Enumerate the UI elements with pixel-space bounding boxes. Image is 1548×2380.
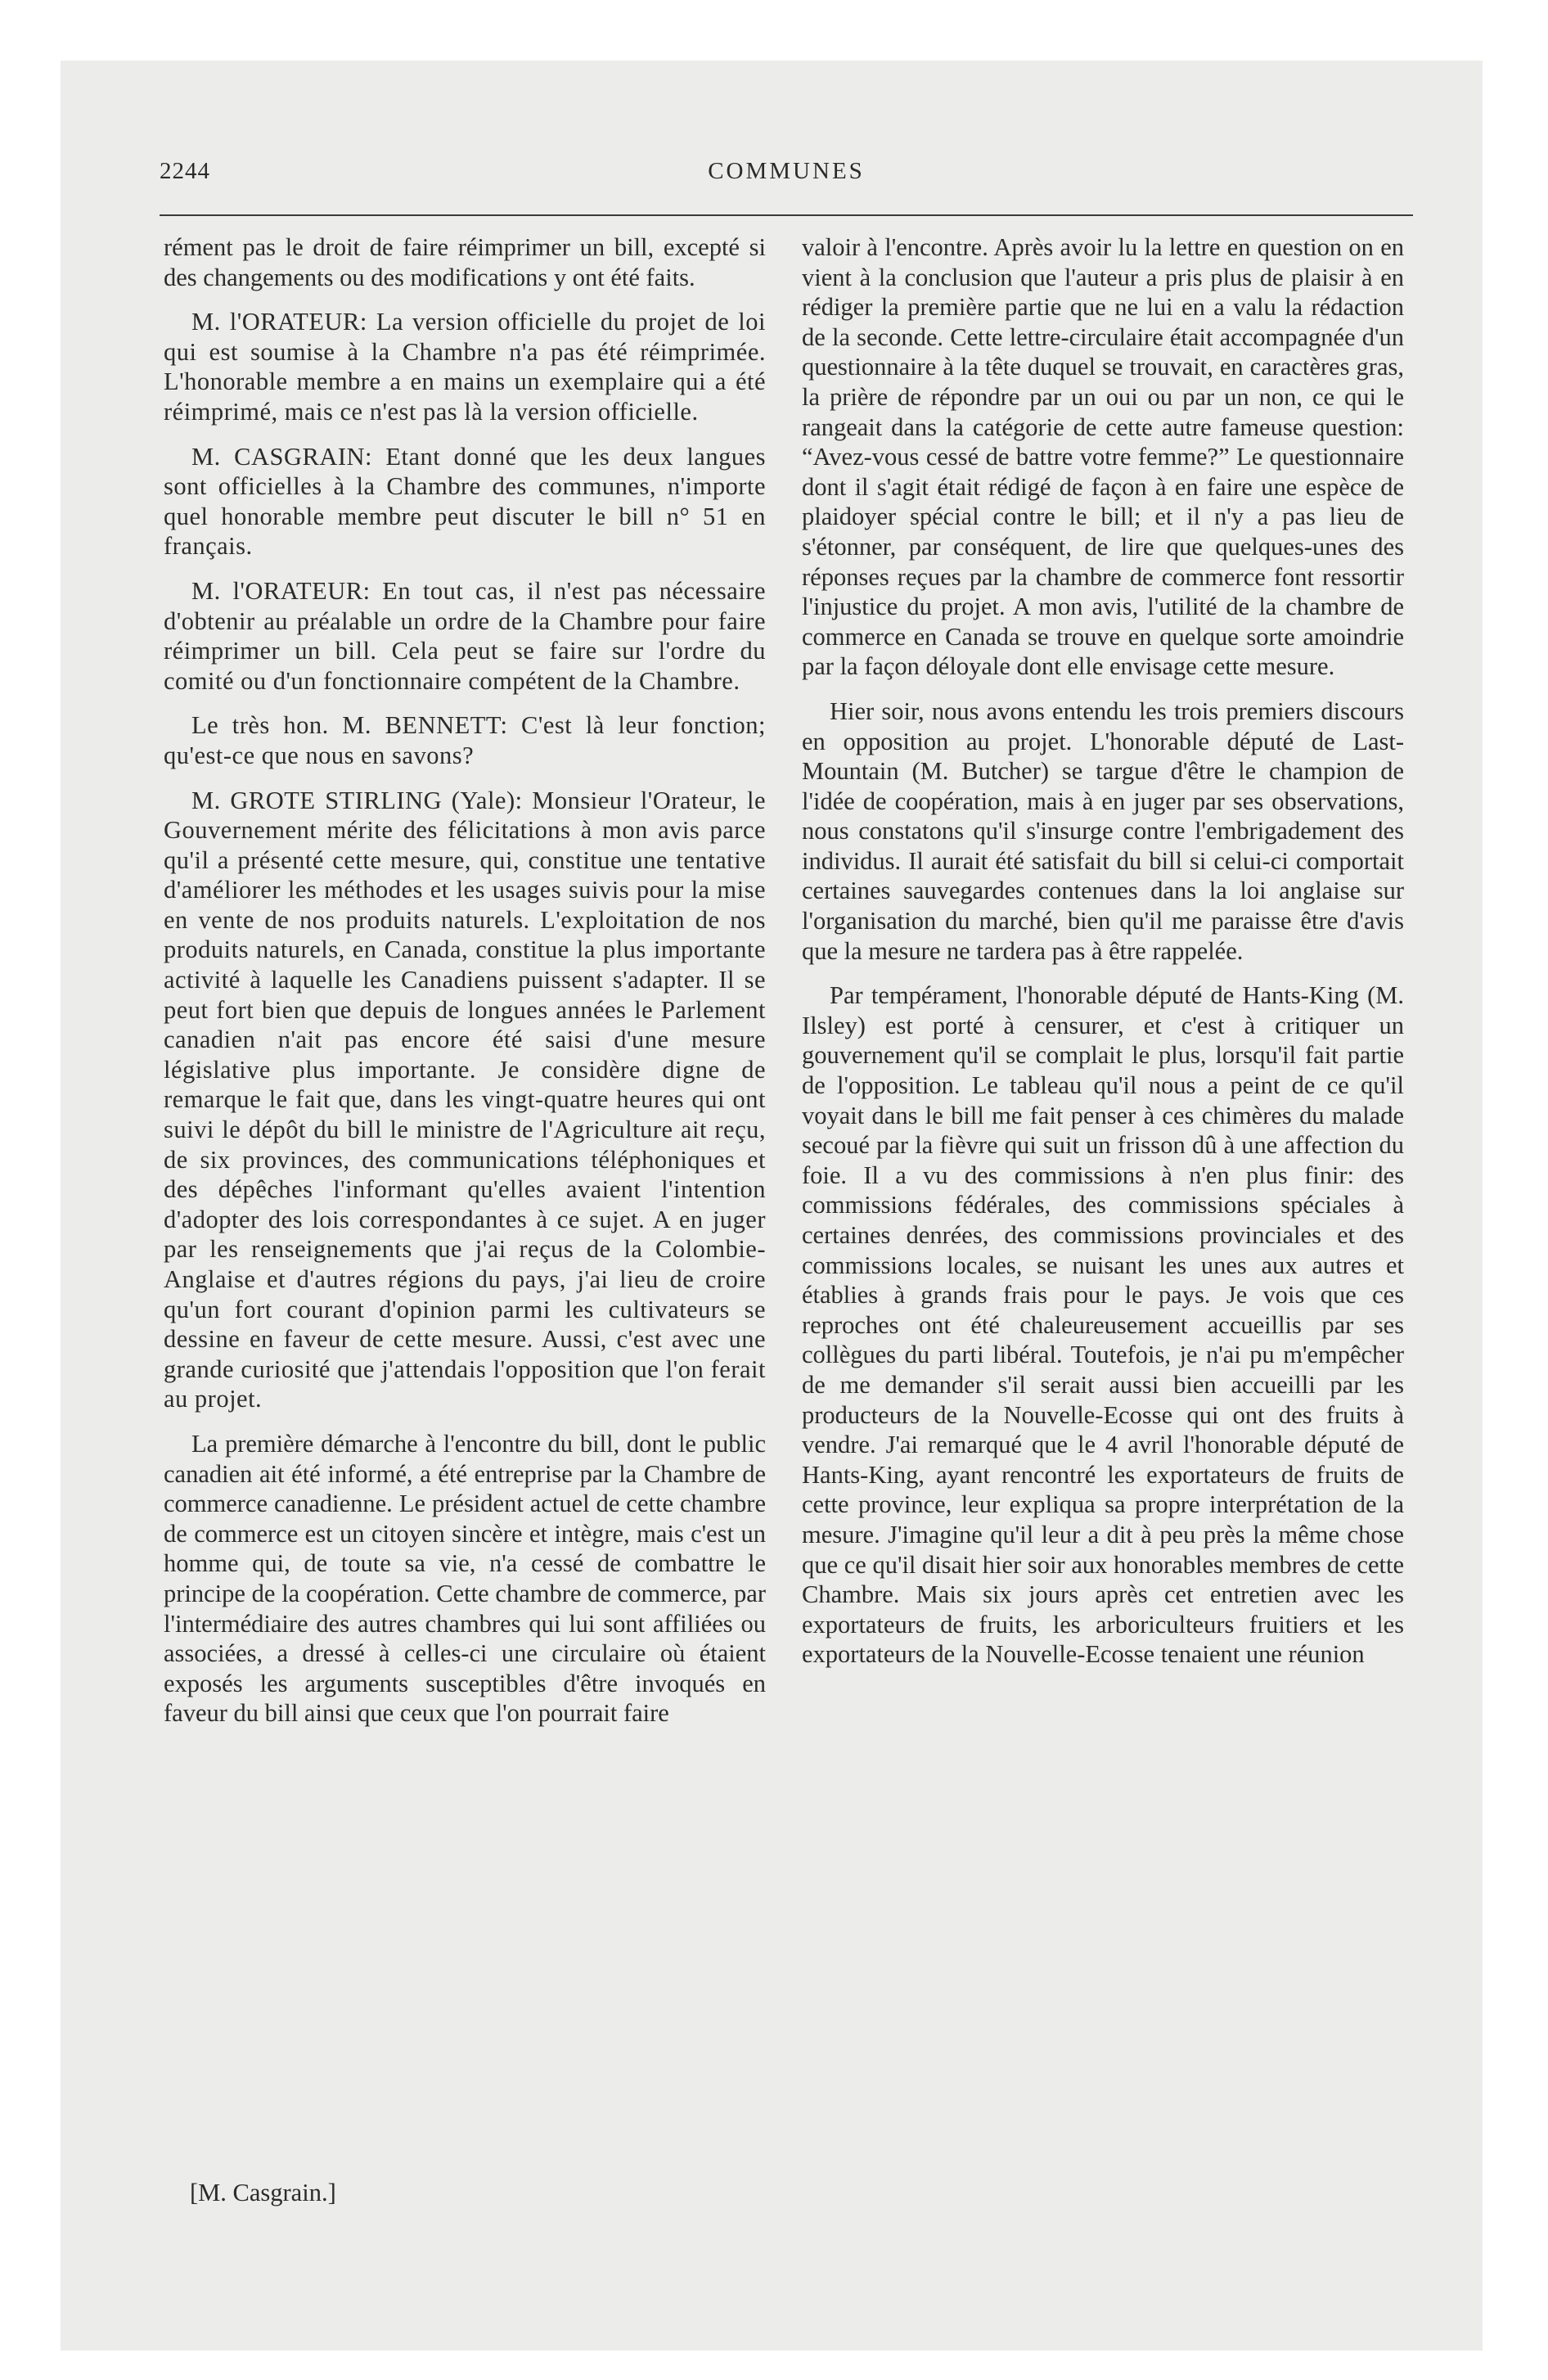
paragraph: Hier soir, nous avons entendu les trois premiers discours en opposition au projet. L'honorable député de Last-Mountain (M. Butcher) se targue d'être le champion de l'idée de coopération, mais à en juger par ses observations, nous constatons qu'il s'insurge contre l'embrigadement des individus. Il aurait été satisfait du bill si celui-ci comportait certaines sauvegardes contenues dans la loi anglaise sur l'organisation du marché, bien qu'il me paraisse être d'avis que la mesure ne tardera pas à être rappelée. [802, 696, 1404, 965]
right-column [802, 232, 1404, 1670]
header-rule [160, 214, 1413, 216]
page-header [160, 158, 1413, 191]
paragraph: M. l'ORATEUR: La version officielle du projet de loi qui est soumise à la Chambre n'a pas été réimprimée. L'honorable membre a en mains un exemplaire qui a été réimprimé, mais ce n'est pas là la version officielle. [164, 308, 766, 426]
paragraph: rément pas le droit de faire réimprimer un bill, excepté si des changements ou des modifications y ont été faits. [164, 233, 766, 291]
left-column [164, 232, 766, 1729]
paragraph: valoir à l'encontre. Après avoir lu la lettre en question on en vient à la conclusion que l'auteur a pris plus de plaisir à en rédiger la première partie que ne lui en a valu la rédaction de la seconde. Cette lettre-circulaire était accompagnée d'un questionnaire à la tête duquel se trouvait, en caractères gras, la prière de répondre par un oui ou par un non, ce qui le rangeait dans la catégorie de cette autre fameuse question: “Avez-vous cessé de battre votre femme?” Le questionnaire dont il s'agit était rédigé de façon à en faire une espèce de plaidoyer spécial contre le bill; et il n'y a pas lieu de s'étonner, par conséquent, de lire que quelques-unes des réponses reçues par la chambre de commerce font ressortir l'injustice du projet. A mon avis, l'utilité de la chambre de commerce en Canada se trouve en quelque sorte amoindrie par la façon déloyale dont elle envisage cette mesure. [802, 233, 1404, 681]
speaker-signature: [M. Casgrain.] [190, 2179, 336, 2206]
paragraph: M. CASGRAIN: Etant donné que les deux langues sont officielles à la Chambre des communes, n'importe quel honorable membre peut discuter le bill n° 51 en français. [164, 442, 766, 561]
paragraph: Le très hon. M. BENNETT: C'est là leur fonction; qu'est-ce que nous en savons? [164, 711, 766, 769]
paragraph: Par tempérament, l'honorable député de Hants-King (M. Ilsley) est porté à censurer, et c'est à critiquer un gouvernement qu'il se complait le plus, lorsqu'il fait partie de l'opposition. Le tableau qu'il nous a peint de ce qu'il voyait dans le bill me fait penser à ces chimères du malade secoué par la fièvre qui suit un frisson dû à une affection du foie. Il a vu des commissions à n'en plus finir: des commissions fédérales, des commissions spéciales à certaines denrées, des commissions provinciales et des commissions locales, se nuisant les unes aux autres et établies à grands frais pour le pays. Je vois que ces reproches ont été chaleureusement accueillis par ses collègues du parti libéral. Toutefois, je n'ai pu m'empêcher de me demander s'il serait aussi bien accueilli par les producteurs de la Nouvelle-Ecosse qui ont des fruits à vendre. J'ai remarqué que le 4 avril l'honorable député de Hants-King, ayant rencontré les exportateurs de fruits de cette province, leur expliqua sa propre interprétation de la mesure. J'imagine qu'il leur a dit à peu près la même chose que ce qu'il disait hier soir aux honorables membres de cette Chambre. Mais six jours après cet entretien avec les exportateurs de fruits, les arboriculteurs fruitiers et les exportateurs de la Nouvelle-Ecosse tenaient une réunion [802, 981, 1404, 1669]
running-head: COMMUNES [708, 158, 865, 184]
paragraph: M. l'ORATEUR: En tout cas, il n'est pas nécessaire d'obtenir au préalable un ordre de la Chambre pour faire réimprimer un bill. Cela peut se faire sur l'ordre du comité ou d'un fonctionnaire compétent de la Chambre. [164, 576, 766, 695]
paragraph: La première démarche à l'encontre du bill, dont le public canadien ait été informé, a été entreprise par la Chambre de commerce canadienne. Le président actuel de cette chambre de commerce est un citoyen sincère et intègre, mais c'est un homme qui, de toute sa vie, n'a cessé de combattre le principe de la coopération. Cette chambre de commerce, par l'intermédiaire des autres chambres qui lui sont affiliées ou associées, a dressé à celles-ci une circulaire où étaient exposés les arguments susceptibles d'être invoqués en faveur du bill ainsi que ceux que l'on pourrait faire [164, 1429, 766, 1728]
paragraph: M. GROTE STIRLING (Yale): Monsieur l'Orateur, le Gouvernement mérite des félicitations à mon avis parce qu'il a présenté cette mesure, qui, constitue une tentative d'améliorer les méthodes et les usages suivis pour la mise en vente de nos produits naturels. L'exploitation de nos produits naturels, en Canada, constitue la plus importante activité à laquelle les Canadiens puissent s'adapter. Il se peut fort bien que depuis de longues années le Parlement canadien n'ait pas encore été saisi d'une mesure législative plus importante. Je considère digne de remarque le fait que, dans les vingt-quatre heures qui ont suivi le dépôt du bill le ministre de l'Agriculture ait reçu, de six provinces, des communications téléphoniques et des dépêches l'informant qu'elles avaient l'intention d'adopter des lois correspondantes à ce sujet. A en juger par les renseignements que j'ai reçus de la Colombie-Anglaise et d'autres régions du pays, j'ai lieu de croire qu'un fort courant d'opinion parmi les cultivateurs se dessine en faveur de cette mesure. Aussi, c'est avec une grande curiosité que j'attendais l'opposition que l'on ferait au projet. [164, 786, 766, 1413]
page-number: 2244 [160, 158, 210, 184]
